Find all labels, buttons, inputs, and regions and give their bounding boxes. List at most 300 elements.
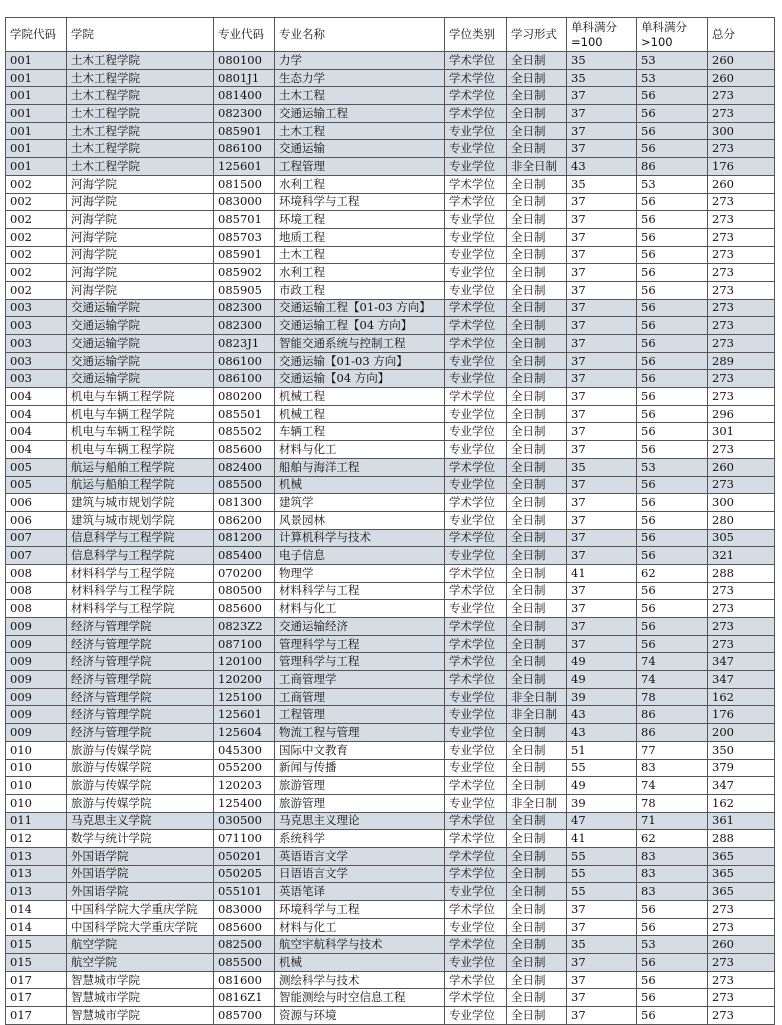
single-over-100-cell: 71 — [637, 812, 708, 830]
major-code-cell: 087100 — [214, 635, 275, 653]
major-name-cell: 工商管理 — [275, 688, 445, 706]
table-row — [6, 741, 775, 759]
college-cell: 数学与统计学院 — [67, 830, 214, 848]
total-cell: 273 — [708, 954, 775, 972]
total-cell: 273 — [708, 582, 775, 600]
major-name-cell: 土木工程 — [275, 87, 445, 105]
degree-type-cell: 学术学位 — [445, 635, 507, 653]
degree-type-cell: 学术学位 — [445, 388, 507, 406]
single-100-cell: 37 — [567, 388, 637, 406]
major-name-cell: 材料与化工 — [275, 441, 445, 459]
single-over-100-cell: 83 — [637, 865, 708, 883]
major-code-cell: 0823J1 — [214, 335, 275, 353]
table-row — [6, 671, 775, 689]
major-code-cell: 082300 — [214, 105, 275, 123]
major-name-cell: 管理科学与工程 — [275, 653, 445, 671]
total-cell: 260 — [708, 52, 775, 70]
major-code-cell: 082400 — [214, 458, 275, 476]
major-name-cell: 环境科学与工程 — [275, 193, 445, 211]
degree-type-cell: 学术学位 — [445, 777, 507, 795]
study-mode-cell: 全日制 — [507, 423, 567, 441]
table-row — [6, 299, 775, 317]
college-cell: 材料科学与工程学院 — [67, 582, 214, 600]
total-cell: 350 — [708, 741, 775, 759]
total-cell: 273 — [708, 335, 775, 353]
total-cell: 162 — [708, 688, 775, 706]
study-mode-cell: 全日制 — [507, 299, 567, 317]
degree-type-cell: 学术学位 — [445, 69, 507, 87]
table-row — [6, 564, 775, 582]
total-cell: 273 — [708, 901, 775, 919]
college-code-cell: 001 — [6, 87, 67, 105]
college-code-cell: 002 — [6, 264, 67, 282]
college-cell: 航空学院 — [67, 954, 214, 972]
table-row — [6, 69, 775, 87]
single-over-100-cell: 53 — [637, 52, 708, 70]
single-over-100-cell: 56 — [637, 901, 708, 919]
degree-type-cell: 学术学位 — [445, 671, 507, 689]
degree-type-cell: 专业学位 — [445, 158, 507, 176]
major-name-cell: 交通运输工程【01-03 方向】 — [275, 299, 445, 317]
degree-type-cell: 专业学位 — [445, 741, 507, 759]
total-cell: 273 — [708, 476, 775, 494]
college-code-cell: 003 — [6, 370, 67, 388]
table-row — [6, 423, 775, 441]
degree-type-cell: 专业学位 — [445, 759, 507, 777]
degree-type-cell: 专业学位 — [445, 405, 507, 423]
degree-type-cell: 学术学位 — [445, 105, 507, 123]
total-cell: 176 — [708, 706, 775, 724]
header-college: 学院 — [67, 18, 214, 52]
major-name-cell: 管理科学与工程 — [275, 635, 445, 653]
college-cell: 土木工程学院 — [67, 122, 214, 140]
college-code-cell: 001 — [6, 69, 67, 87]
single-100-cell: 55 — [567, 847, 637, 865]
college-code-cell: 015 — [6, 936, 67, 954]
college-code-cell: 004 — [6, 423, 67, 441]
study-mode-cell: 全日制 — [507, 635, 567, 653]
total-cell: 300 — [708, 494, 775, 512]
table-row — [6, 954, 775, 972]
single-100-cell: 55 — [567, 865, 637, 883]
major-code-cell: 082500 — [214, 936, 275, 954]
single-100-cell: 35 — [567, 936, 637, 954]
major-code-cell: 050201 — [214, 847, 275, 865]
total-cell: 273 — [708, 105, 775, 123]
total-cell: 288 — [708, 564, 775, 582]
degree-type-cell: 学术学位 — [445, 317, 507, 335]
major-name-cell: 物理学 — [275, 564, 445, 582]
table-row — [6, 317, 775, 335]
study-mode-cell: 全日制 — [507, 228, 567, 246]
single-over-100-cell: 56 — [637, 299, 708, 317]
table-row — [6, 618, 775, 636]
table-row — [6, 706, 775, 724]
single-100-cell: 37 — [567, 954, 637, 972]
single-over-100-cell: 56 — [637, 476, 708, 494]
degree-type-cell: 学术学位 — [445, 175, 507, 193]
table-row — [6, 653, 775, 671]
single-100-cell: 37 — [567, 494, 637, 512]
major-name-cell: 英语笔译 — [275, 883, 445, 901]
table-row — [6, 494, 775, 512]
single-over-100-cell: 56 — [637, 335, 708, 353]
total-cell: 273 — [708, 989, 775, 1007]
major-name-cell: 系统科学 — [275, 830, 445, 848]
table-row — [6, 122, 775, 140]
study-mode-cell: 全日制 — [507, 600, 567, 618]
major-code-cell: 085501 — [214, 405, 275, 423]
major-name-cell: 环境工程 — [275, 211, 445, 229]
major-code-cell: 085502 — [214, 423, 275, 441]
major-code-cell: 085703 — [214, 228, 275, 246]
major-name-cell: 交通运输工程【04 方向】 — [275, 317, 445, 335]
total-cell: 273 — [708, 87, 775, 105]
single-over-100-cell: 53 — [637, 936, 708, 954]
study-mode-cell: 全日制 — [507, 52, 567, 70]
study-mode-cell: 全日制 — [507, 476, 567, 494]
total-cell: 200 — [708, 724, 775, 742]
single-100-cell: 39 — [567, 794, 637, 812]
college-code-cell: 006 — [6, 511, 67, 529]
total-cell: 379 — [708, 759, 775, 777]
major-name-cell: 材料科学与工程 — [275, 582, 445, 600]
total-cell: 288 — [708, 830, 775, 848]
degree-type-cell: 专业学位 — [445, 441, 507, 459]
college-cell: 河海学院 — [67, 246, 214, 264]
college-code-cell: 007 — [6, 547, 67, 565]
single-100-cell: 41 — [567, 564, 637, 582]
college-cell: 机电与车辆工程学院 — [67, 405, 214, 423]
table-row — [6, 830, 775, 848]
college-code-cell: 017 — [6, 971, 67, 989]
degree-type-cell: 学术学位 — [445, 582, 507, 600]
degree-type-cell: 学术学位 — [445, 564, 507, 582]
college-code-cell: 011 — [6, 812, 67, 830]
total-cell: 273 — [708, 441, 775, 459]
table-row — [6, 1007, 775, 1025]
major-code-cell: 085905 — [214, 281, 275, 299]
college-cell: 河海学院 — [67, 193, 214, 211]
study-mode-cell: 全日制 — [507, 865, 567, 883]
table-row — [6, 458, 775, 476]
college-cell: 信息科学与工程学院 — [67, 547, 214, 565]
total-cell: 347 — [708, 653, 775, 671]
college-cell: 经济与管理学院 — [67, 653, 214, 671]
college-cell: 旅游与传媒学院 — [67, 759, 214, 777]
college-cell: 智慧城市学院 — [67, 971, 214, 989]
major-name-cell: 英语语言文学 — [275, 847, 445, 865]
major-name-cell: 测绘科学与技术 — [275, 971, 445, 989]
major-code-cell: 082300 — [214, 299, 275, 317]
single-over-100-cell: 56 — [637, 989, 708, 1007]
major-name-cell: 交通运输经济 — [275, 618, 445, 636]
single-over-100-cell: 56 — [637, 971, 708, 989]
degree-type-cell: 学术学位 — [445, 971, 507, 989]
college-cell: 交通运输学院 — [67, 317, 214, 335]
table-row — [6, 688, 775, 706]
major-name-cell: 土木工程 — [275, 122, 445, 140]
college-cell: 机电与车辆工程学院 — [67, 423, 214, 441]
college-cell: 土木工程学院 — [67, 87, 214, 105]
degree-type-cell: 专业学位 — [445, 547, 507, 565]
single-100-cell: 55 — [567, 759, 637, 777]
major-name-cell: 地质工程 — [275, 228, 445, 246]
single-over-100-cell: 56 — [637, 140, 708, 158]
total-cell: 273 — [708, 635, 775, 653]
major-code-cell: 081400 — [214, 87, 275, 105]
major-code-cell: 030500 — [214, 812, 275, 830]
major-code-cell: 120100 — [214, 653, 275, 671]
college-cell: 智慧城市学院 — [67, 1007, 214, 1025]
study-mode-cell: 全日制 — [507, 971, 567, 989]
study-mode-cell: 全日制 — [507, 564, 567, 582]
total-cell: 365 — [708, 847, 775, 865]
single-100-cell: 37 — [567, 87, 637, 105]
header-single-100: 单科满分=100 — [567, 18, 637, 52]
college-code-cell: 004 — [6, 388, 67, 406]
major-name-cell: 机械工程 — [275, 405, 445, 423]
total-cell: 260 — [708, 175, 775, 193]
college-code-cell: 017 — [6, 989, 67, 1007]
college-code-cell: 005 — [6, 476, 67, 494]
single-100-cell: 51 — [567, 741, 637, 759]
major-name-cell: 交通运输工程 — [275, 105, 445, 123]
major-code-cell: 080100 — [214, 52, 275, 70]
single-100-cell: 37 — [567, 635, 637, 653]
major-code-cell: 125100 — [214, 688, 275, 706]
total-cell: 280 — [708, 511, 775, 529]
single-100-cell: 37 — [567, 600, 637, 618]
college-code-cell: 001 — [6, 140, 67, 158]
score-table — [5, 17, 775, 1025]
degree-type-cell: 专业学位 — [445, 883, 507, 901]
single-100-cell: 37 — [567, 1007, 637, 1025]
major-name-cell: 旅游管理 — [275, 794, 445, 812]
study-mode-cell: 全日制 — [507, 830, 567, 848]
college-cell: 智慧城市学院 — [67, 989, 214, 1007]
table-row — [6, 777, 775, 795]
header-major-code: 专业代码 — [214, 18, 275, 52]
study-mode-cell: 全日制 — [507, 653, 567, 671]
major-code-cell: 086200 — [214, 511, 275, 529]
study-mode-cell: 全日制 — [507, 847, 567, 865]
study-mode-cell: 全日制 — [507, 529, 567, 547]
study-mode-cell: 非全日制 — [507, 158, 567, 176]
header-college-code: 学院代码 — [6, 18, 67, 52]
degree-type-cell: 专业学位 — [445, 211, 507, 229]
single-over-100-cell: 56 — [637, 388, 708, 406]
college-cell: 河海学院 — [67, 281, 214, 299]
single-over-100-cell: 56 — [637, 511, 708, 529]
single-100-cell: 37 — [567, 529, 637, 547]
single-100-cell: 37 — [567, 476, 637, 494]
single-over-100-cell: 83 — [637, 759, 708, 777]
table-row — [6, 105, 775, 123]
college-code-cell: 009 — [6, 635, 67, 653]
major-code-cell: 120203 — [214, 777, 275, 795]
single-100-cell: 37 — [567, 618, 637, 636]
single-100-cell: 35 — [567, 52, 637, 70]
header-row — [6, 18, 775, 52]
major-name-cell: 计算机科学与技术 — [275, 529, 445, 547]
college-code-cell: 009 — [6, 706, 67, 724]
table-row — [6, 405, 775, 423]
degree-type-cell: 专业学位 — [445, 140, 507, 158]
table-row — [6, 600, 775, 618]
major-name-cell: 国际中文教育 — [275, 741, 445, 759]
degree-type-cell: 学术学位 — [445, 865, 507, 883]
college-cell: 交通运输学院 — [67, 299, 214, 317]
single-over-100-cell: 56 — [637, 317, 708, 335]
major-name-cell: 物流工程与管理 — [275, 724, 445, 742]
major-code-cell: 125400 — [214, 794, 275, 812]
degree-type-cell: 学术学位 — [445, 335, 507, 353]
single-100-cell: 37 — [567, 971, 637, 989]
degree-type-cell: 学术学位 — [445, 87, 507, 105]
total-cell: 273 — [708, 193, 775, 211]
table-row — [6, 936, 775, 954]
major-code-cell: 081300 — [214, 494, 275, 512]
major-name-cell: 机械 — [275, 954, 445, 972]
college-cell: 土木工程学院 — [67, 105, 214, 123]
college-code-cell: 009 — [6, 671, 67, 689]
college-cell: 马克思主义学院 — [67, 812, 214, 830]
study-mode-cell: 全日制 — [507, 883, 567, 901]
single-over-100-cell: 56 — [637, 264, 708, 282]
single-100-cell: 37 — [567, 122, 637, 140]
table-body — [6, 52, 775, 1025]
single-over-100-cell: 56 — [637, 105, 708, 123]
degree-type-cell: 专业学位 — [445, 954, 507, 972]
college-code-cell: 015 — [6, 954, 67, 972]
study-mode-cell: 全日制 — [507, 352, 567, 370]
single-100-cell: 37 — [567, 918, 637, 936]
single-over-100-cell: 56 — [637, 281, 708, 299]
major-code-cell: 0801J1 — [214, 69, 275, 87]
study-mode-cell: 全日制 — [507, 441, 567, 459]
single-100-cell: 43 — [567, 158, 637, 176]
single-over-100-cell: 74 — [637, 653, 708, 671]
college-cell: 建筑与城市规划学院 — [67, 511, 214, 529]
table-row — [6, 352, 775, 370]
total-cell: 273 — [708, 299, 775, 317]
major-code-cell: 085600 — [214, 441, 275, 459]
study-mode-cell: 全日制 — [507, 936, 567, 954]
study-mode-cell: 全日制 — [507, 671, 567, 689]
single-100-cell: 37 — [567, 423, 637, 441]
major-name-cell: 生态力学 — [275, 69, 445, 87]
college-cell: 材料科学与工程学院 — [67, 600, 214, 618]
single-100-cell: 43 — [567, 724, 637, 742]
major-code-cell: 055101 — [214, 883, 275, 901]
college-cell: 经济与管理学院 — [67, 618, 214, 636]
total-cell: 365 — [708, 865, 775, 883]
college-cell: 航运与船舶工程学院 — [67, 476, 214, 494]
table-row — [6, 724, 775, 742]
table-row — [6, 971, 775, 989]
major-code-cell: 085700 — [214, 1007, 275, 1025]
single-100-cell: 39 — [567, 688, 637, 706]
major-name-cell: 环境科学与工程 — [275, 901, 445, 919]
single-100-cell: 37 — [567, 264, 637, 282]
degree-type-cell: 专业学位 — [445, 1007, 507, 1025]
single-100-cell: 37 — [567, 317, 637, 335]
single-over-100-cell: 86 — [637, 706, 708, 724]
study-mode-cell: 全日制 — [507, 777, 567, 795]
major-code-cell: 085600 — [214, 918, 275, 936]
single-over-100-cell: 56 — [637, 122, 708, 140]
college-cell: 外国语学院 — [67, 865, 214, 883]
table-row — [6, 281, 775, 299]
total-cell: 300 — [708, 122, 775, 140]
total-cell: 260 — [708, 458, 775, 476]
college-cell: 中国科学院大学重庆学院 — [67, 901, 214, 919]
college-cell: 经济与管理学院 — [67, 706, 214, 724]
table-row — [6, 193, 775, 211]
college-code-cell: 008 — [6, 564, 67, 582]
table-row — [6, 865, 775, 883]
study-mode-cell: 全日制 — [507, 1007, 567, 1025]
college-code-cell: 003 — [6, 317, 67, 335]
college-code-cell: 014 — [6, 918, 67, 936]
single-over-100-cell: 56 — [637, 494, 708, 512]
degree-type-cell: 专业学位 — [445, 600, 507, 618]
college-cell: 机电与车辆工程学院 — [67, 441, 214, 459]
college-cell: 经济与管理学院 — [67, 688, 214, 706]
degree-type-cell: 学术学位 — [445, 299, 507, 317]
single-100-cell: 37 — [567, 246, 637, 264]
college-cell: 机电与车辆工程学院 — [67, 388, 214, 406]
major-code-cell: 086100 — [214, 140, 275, 158]
major-name-cell: 材料与化工 — [275, 600, 445, 618]
study-mode-cell: 全日制 — [507, 69, 567, 87]
major-code-cell: 081200 — [214, 529, 275, 547]
major-code-cell: 0823Z2 — [214, 618, 275, 636]
study-mode-cell: 非全日制 — [507, 688, 567, 706]
study-mode-cell: 全日制 — [507, 175, 567, 193]
major-name-cell: 工商管理学 — [275, 671, 445, 689]
study-mode-cell: 全日制 — [507, 193, 567, 211]
total-cell: 305 — [708, 529, 775, 547]
college-code-cell: 010 — [6, 759, 67, 777]
study-mode-cell: 全日制 — [507, 511, 567, 529]
study-mode-cell: 全日制 — [507, 547, 567, 565]
degree-type-cell: 专业学位 — [445, 918, 507, 936]
study-mode-cell: 全日制 — [507, 918, 567, 936]
table-row — [6, 901, 775, 919]
major-code-cell: 050205 — [214, 865, 275, 883]
degree-type-cell: 学术学位 — [445, 494, 507, 512]
degree-type-cell: 专业学位 — [445, 476, 507, 494]
major-name-cell: 电子信息 — [275, 547, 445, 565]
college-code-cell: 010 — [6, 794, 67, 812]
total-cell: 260 — [708, 69, 775, 87]
college-code-cell: 002 — [6, 246, 67, 264]
college-code-cell: 004 — [6, 441, 67, 459]
college-code-cell: 013 — [6, 865, 67, 883]
college-code-cell: 004 — [6, 405, 67, 423]
total-cell: 273 — [708, 971, 775, 989]
college-code-cell: 013 — [6, 847, 67, 865]
single-over-100-cell: 56 — [637, 954, 708, 972]
college-code-cell: 001 — [6, 105, 67, 123]
study-mode-cell: 全日制 — [507, 105, 567, 123]
major-name-cell: 力学 — [275, 52, 445, 70]
single-over-100-cell: 56 — [637, 635, 708, 653]
table-row — [6, 812, 775, 830]
study-mode-cell: 全日制 — [507, 122, 567, 140]
